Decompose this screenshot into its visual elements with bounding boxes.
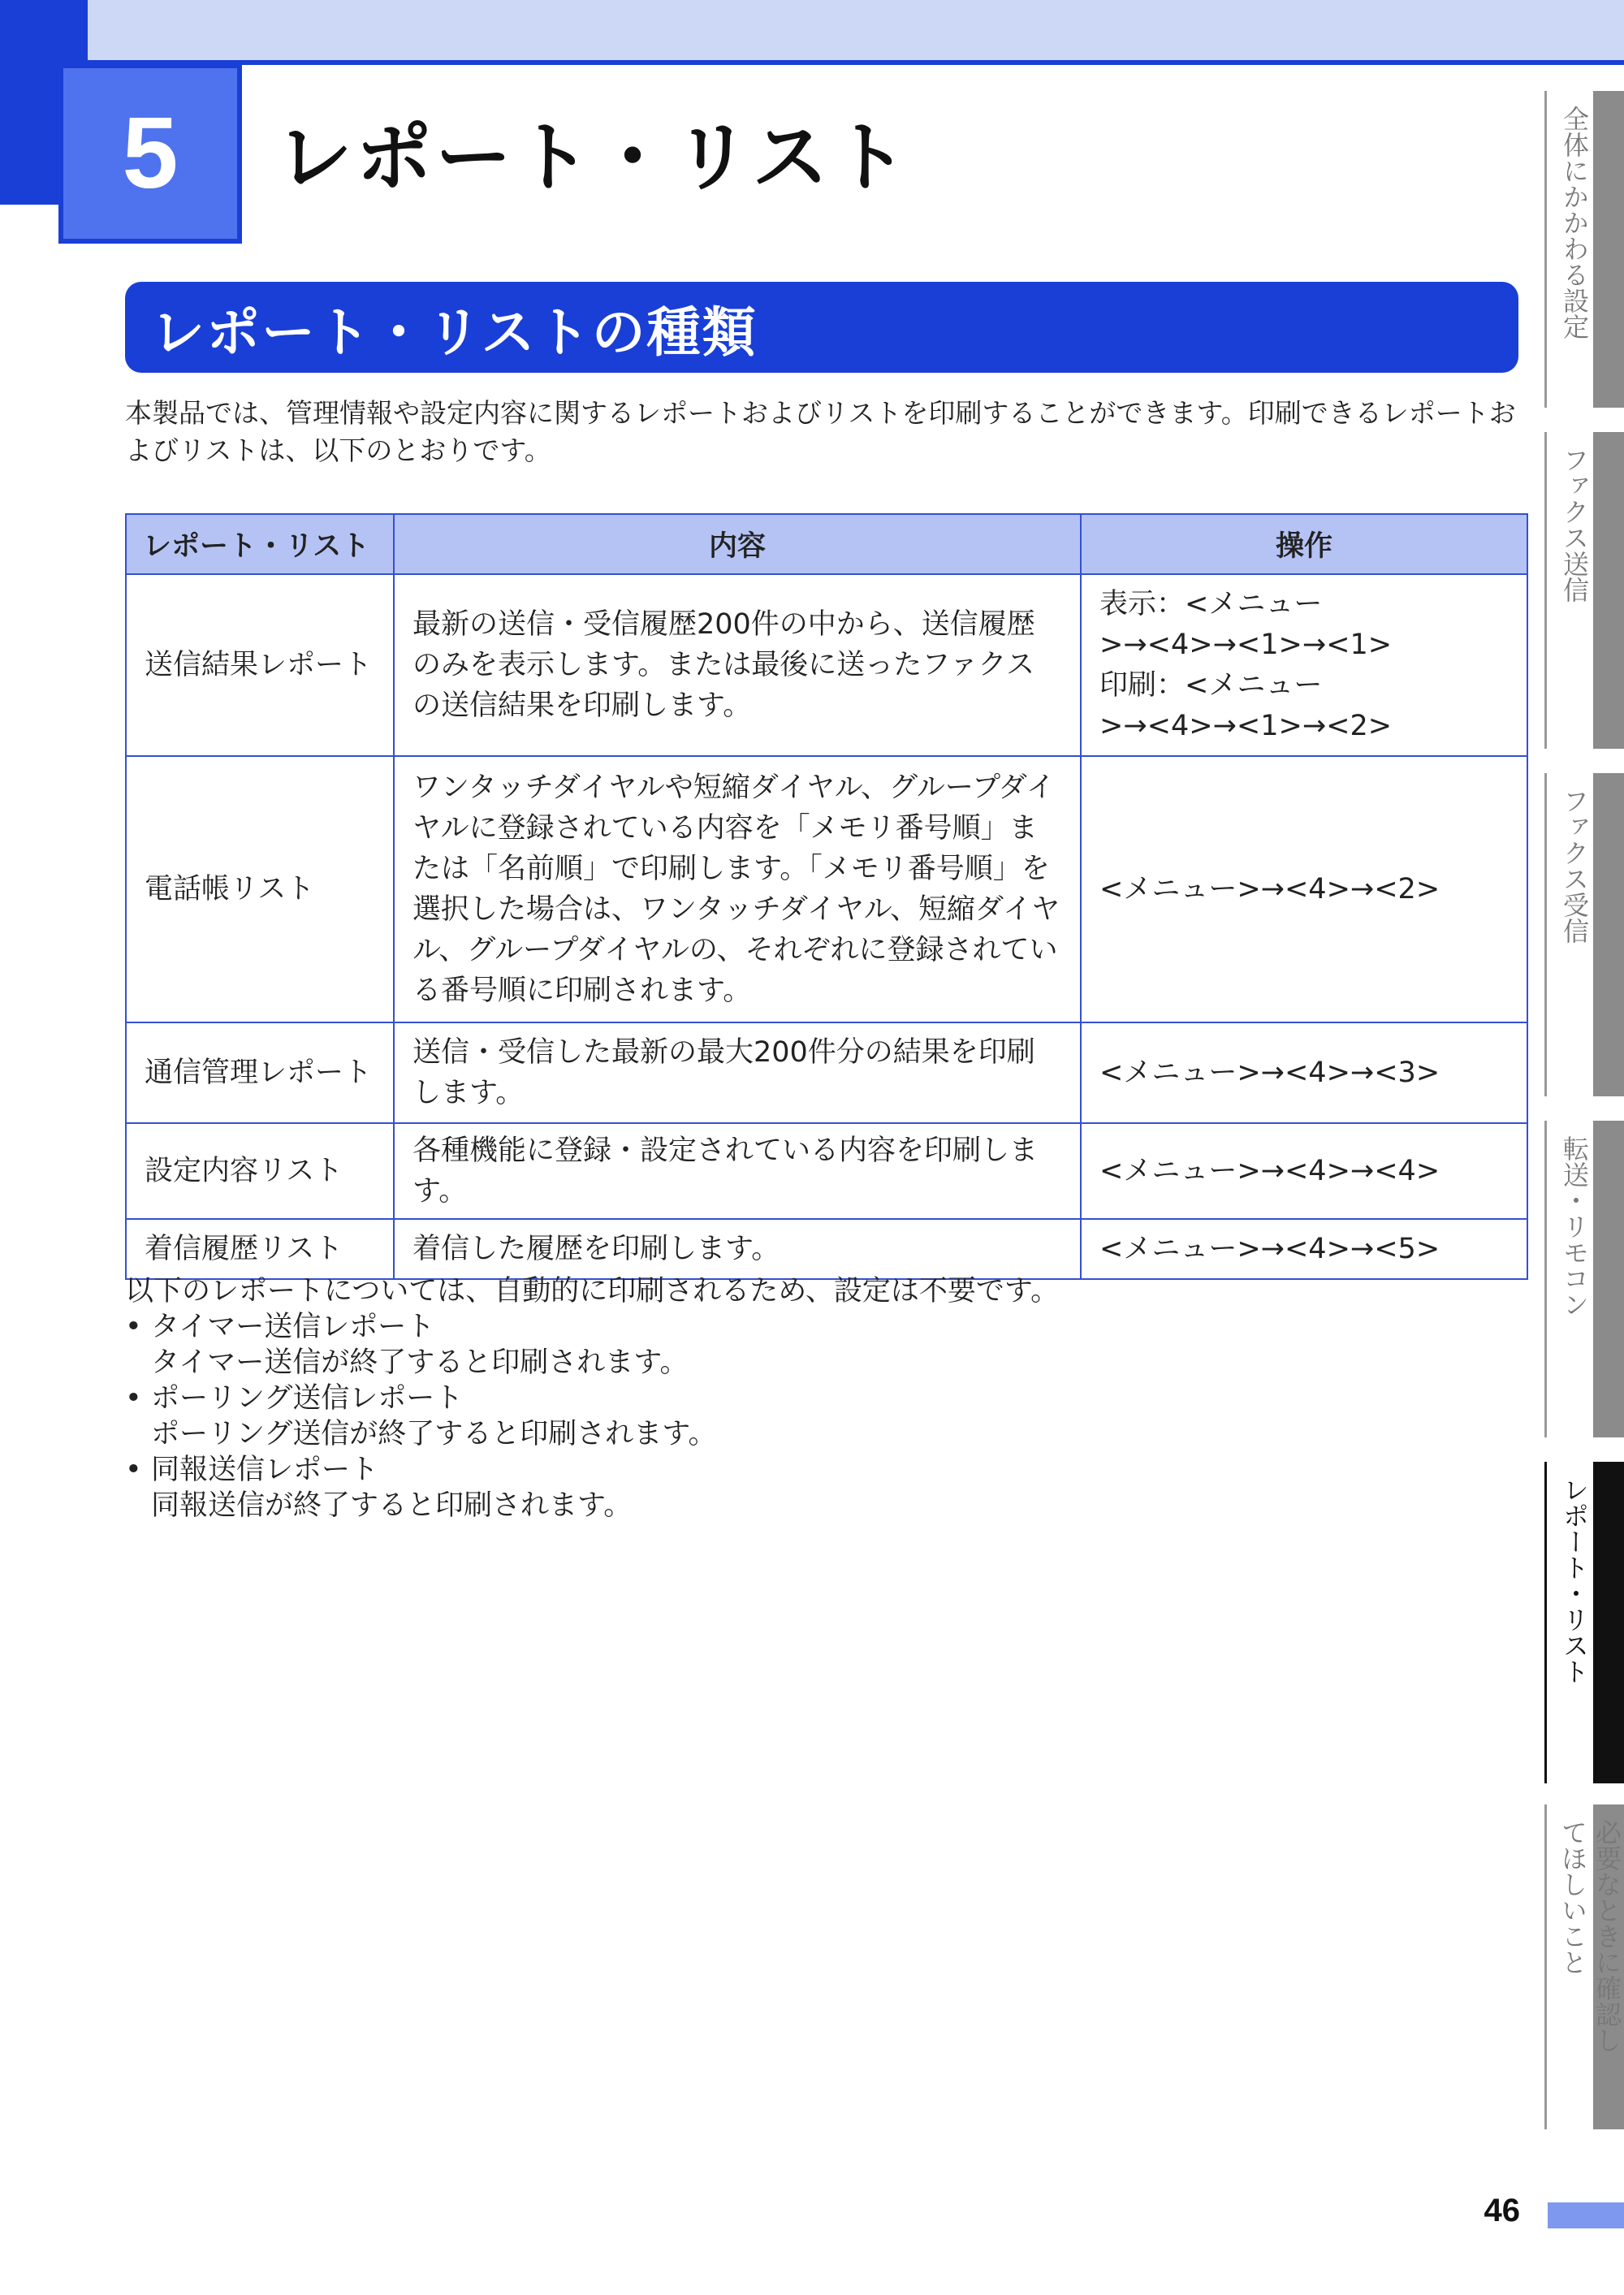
intro-text: 本製品では、管理情報や設定内容に関するレポートおよびリストを印刷することができます。印刷できるレポートおよびリストは、以下のとおりです。 [125, 397, 1516, 466]
report-content: 着信した履歴を印刷します。 [394, 1219, 1081, 1279]
table-row [126, 1022, 1527, 1123]
tab-forward-remote[interactable] [1544, 1121, 1624, 1437]
report-content: 最新の送信・受信履歴200件の中から、送信履歴のみを表示します。または最後に送ったファクスの送信結果を印刷します。 [394, 574, 1081, 756]
chapter-number: 5 [58, 63, 242, 244]
report-name: 着信履歴リスト [126, 1219, 394, 1279]
report-name: 電話帳リスト [126, 756, 394, 1022]
tab-label: ファクス送信 [1559, 447, 1590, 603]
list-item-desc: ポーリング送信が終了すると印刷されます。 [151, 1418, 717, 1450]
tab-label: レポート・リスト [1559, 1476, 1590, 1684]
header-band [0, 0, 1624, 60]
report-name: 送信結果レポート [126, 574, 394, 756]
list-item [125, 1309, 1505, 1381]
report-name: 通信管理レポート [126, 1022, 394, 1123]
table-row [126, 1219, 1527, 1279]
operation-line: 印刷：<メニュー>→<4>→<1>→<2> [1099, 669, 1393, 742]
list-item-desc: 同報送信が終了すると印刷されます。 [151, 1489, 633, 1522]
operation-line: 表示：<メニュー>→<4>→<1>→<1> [1099, 588, 1393, 661]
col-header-report: レポート・リスト [126, 514, 394, 574]
tab-fax-send[interactable] [1544, 432, 1624, 749]
list-item-title: 同報送信レポート [151, 1454, 379, 1486]
notes-intro: 以下のレポートについては、自動的に印刷されるため、設定は不要です。 [125, 1275, 1060, 1307]
table-row [126, 574, 1527, 756]
tab-label: 全体にかかわる設定 [1559, 106, 1590, 339]
tab-label: 転送・リモコン [1559, 1135, 1590, 1317]
tab-label: ファクス受信 [1559, 788, 1590, 944]
side-tabs [1544, 0, 1624, 2295]
report-operation [1081, 1219, 1527, 1279]
tab-label: 必要なときに確認してほしいこと [1557, 1819, 1622, 2053]
report-operation [1081, 574, 1527, 756]
chapter-title: レポート・リスト [276, 114, 912, 202]
tab-general-settings[interactable] [1544, 91, 1624, 408]
bullet-icon: • [125, 1311, 142, 1343]
report-operation [1081, 1123, 1527, 1219]
col-header-operation: 操作 [1081, 514, 1527, 574]
page-number: 46 [1484, 2193, 1520, 2228]
report-content: ワンタッチダイヤルや短縮ダイヤル、グループダイヤルに登録されている内容を「メモリ番号順」または「名前順」で印刷します。「メモリ番号順」を選択した場合は、ワンタッチダイヤル、短縮ダイヤル、グループダイヤルの、それぞれに登録されている番号順に印刷されます。 [394, 756, 1081, 1022]
tab-troubleshooting[interactable] [1544, 1804, 1624, 2129]
operation-line: <メニュー>→<4>→<2> [1099, 873, 1440, 905]
report-content: 送信・受信した最新の最大200件分の結果を印刷します。 [394, 1022, 1081, 1123]
report-name: 設定内容リスト [126, 1123, 394, 1219]
operation-line: <メニュー>→<4>→<4> [1099, 1155, 1440, 1187]
table-row [126, 1123, 1527, 1219]
report-operation [1081, 1022, 1527, 1123]
header-rule [88, 60, 1624, 65]
list-item-title: タイマー送信レポート [151, 1311, 435, 1343]
list-item [125, 1381, 1505, 1452]
tab-report-list[interactable] [1544, 1462, 1624, 1783]
operation-line: <メニュー>→<4>→<5> [1099, 1233, 1440, 1265]
section-title: レポート・リストの種類 [151, 301, 758, 364]
list-item-title: ポーリング送信レポート [151, 1382, 464, 1415]
bullet-icon: • [125, 1454, 142, 1486]
page-marker [1548, 2202, 1624, 2228]
col-header-content: 内容 [394, 514, 1081, 574]
table-row [126, 756, 1527, 1022]
bullet-icon: • [125, 1382, 142, 1415]
report-operation [1081, 756, 1527, 1022]
table-header-row [126, 514, 1527, 574]
report-table [125, 513, 1528, 1280]
list-item-desc: タイマー送信が終了すると印刷されます。 [151, 1346, 689, 1379]
list-item [125, 1452, 1505, 1524]
tab-fax-receive[interactable] [1544, 773, 1624, 1096]
report-content: 各種機能に登録・設定されている内容を印刷します。 [394, 1123, 1081, 1219]
operation-line: <メニュー>→<4>→<3> [1099, 1057, 1440, 1089]
notes-section [125, 1273, 1505, 1524]
